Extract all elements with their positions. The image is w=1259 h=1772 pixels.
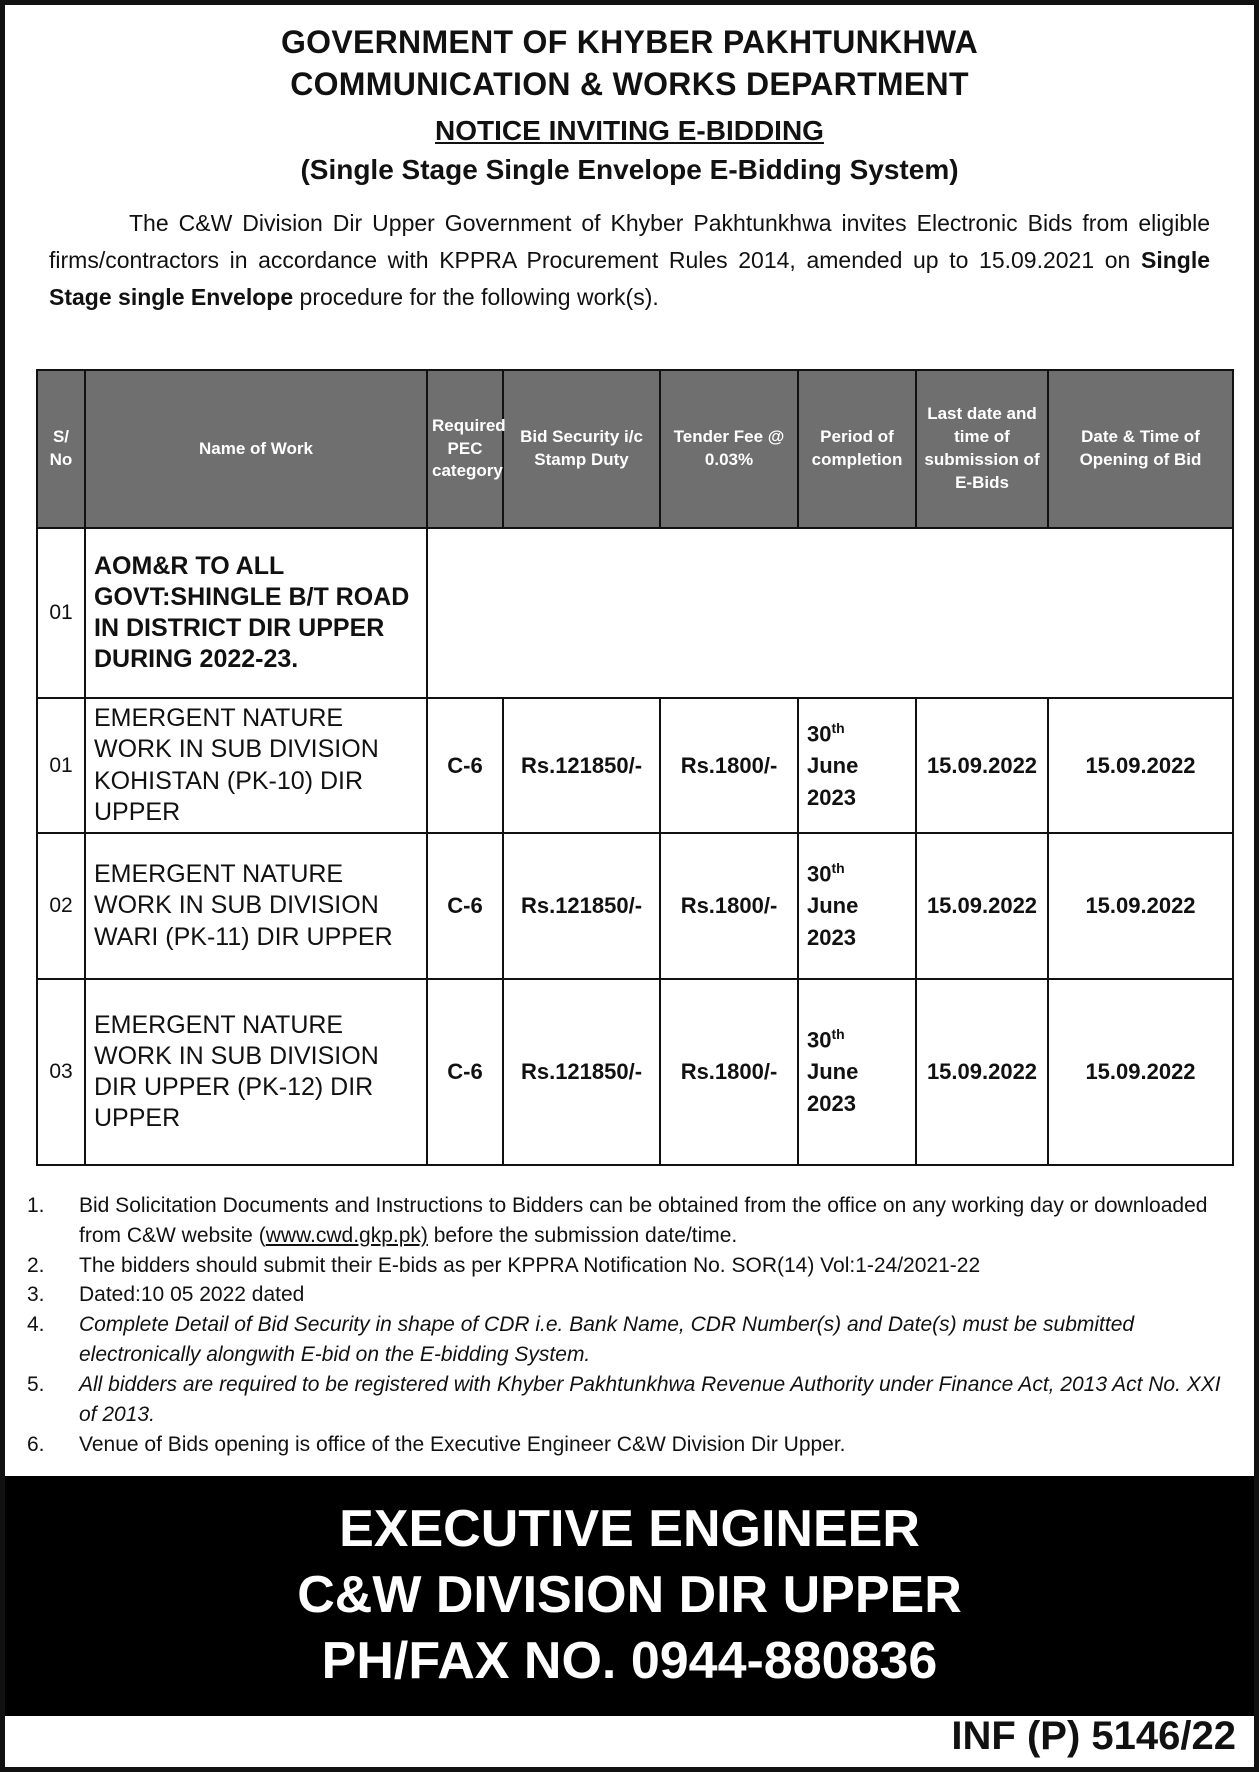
note-number: 5. xyxy=(27,1372,45,1396)
note-item xyxy=(21,1191,1241,1251)
row-pec: C-6 xyxy=(427,833,503,979)
note-text: Dated:10 05 2022 dated xyxy=(79,1283,305,1307)
note-item xyxy=(21,1370,1241,1430)
row-pec: C-6 xyxy=(427,979,503,1165)
note-number: 1. xyxy=(27,1194,45,1217)
note-text: Bid Solicitation Documents and Instructions to Bidders can be obtained from the office on any working day or downloaded from C&W website ( xyxy=(79,1194,1208,1247)
note-text: Venue of Bids opening is office of the Executive Engineer C&W Division Dir Upper. xyxy=(79,1432,846,1456)
notice-title: NOTICE INVITING E-BIDDING xyxy=(435,114,824,146)
bids-table xyxy=(36,369,1234,1166)
header-pec-category: Required PEC category xyxy=(427,370,503,528)
note-item xyxy=(21,1310,1241,1370)
row-no: 01 xyxy=(37,698,85,833)
header-sno: S/ No xyxy=(37,370,85,528)
row-tender-fee: Rs.1800/- xyxy=(660,979,798,1165)
row-tender-fee: Rs.1800/- xyxy=(660,833,798,979)
table-row xyxy=(37,979,1233,1165)
note-text: All bidders are required to be registered with Khyber Pakhtunkhwa Revenue Authority under Finance Act, 2013 Act No. XXI of 2013. xyxy=(79,1372,1221,1426)
header-tender-fee: Tender Fee @ 0.03% xyxy=(660,370,798,528)
intro-text-part1: The C&W Division Dir Upper Government of Khyber Pakhtunkhwa invites Electronic Bids from eligible firms/contractors in accordance with KPPRA Procurement Rules 2014, amended up to 15.09.2021 on xyxy=(49,209,1210,273)
row-last-date: 15.09.2022 xyxy=(916,979,1048,1165)
row-period: 30th June 2023 xyxy=(798,979,916,1165)
signatory-division: C&W DIVISION DIR UPPER xyxy=(297,1566,962,1625)
intro-text-bold: Single Stage single Envelope xyxy=(49,246,1210,310)
signatory-title: EXECUTIVE ENGINEER xyxy=(339,1500,920,1558)
row-name-of-work: EMERGENT NATURE WORK IN SUB DIVISION KOHISTAN (PK-10) DIR UPPER xyxy=(85,698,427,833)
row-bid-security: Rs.121850/- xyxy=(503,979,660,1165)
intro-paragraph xyxy=(49,205,1210,315)
note-number: 3. xyxy=(27,1283,45,1307)
header-opening-date: Date & Time of Opening of Bid xyxy=(1048,370,1233,528)
row-opening-date: 15.09.2022 xyxy=(1048,698,1233,833)
group-row-blank xyxy=(427,528,1233,698)
signatory-phone-fax: PH/FAX NO. 0944-880836 xyxy=(321,1632,938,1691)
row-no: 03 xyxy=(37,979,85,1165)
row-opening-date: 15.09.2022 xyxy=(1048,833,1233,979)
note-number: 4. xyxy=(27,1313,45,1337)
row-period: 30th June 2023 xyxy=(798,833,916,979)
table-row xyxy=(37,698,1233,833)
header-period: Period of completion xyxy=(798,370,916,528)
row-pec: C-6 xyxy=(427,698,503,833)
website-link[interactable]: www.cwd.gkp.pk) xyxy=(265,1223,428,1247)
note-item xyxy=(21,1430,1241,1460)
row-name-of-work: EMERGENT NATURE WORK IN SUB DIVISION WARI (PK-11) DIR UPPER xyxy=(85,833,427,979)
department-title: COMMUNICATION & WORKS DEPARTMENT xyxy=(290,66,969,103)
row-bid-security: Rs.121850/- xyxy=(503,833,660,979)
row-no: 02 xyxy=(37,833,85,979)
row-name-of-work: EMERGENT NATURE WORK IN SUB DIVISION DIR UPPER (PK-12) DIR UPPER xyxy=(85,979,427,1165)
note-text: before the submission date/time. xyxy=(427,1223,738,1247)
note-text: The bidders should submit their E-bids as per KPPRA Notification No. SOR(14) Vol:1-24/2021-22 xyxy=(79,1253,981,1277)
header-name-of-work: Name of Work xyxy=(85,370,427,528)
row-opening-date: 15.09.2022 xyxy=(1048,979,1233,1165)
row-last-date: 15.09.2022 xyxy=(916,833,1048,979)
government-title: GOVERNMENT OF KHYBER PAKHTUNKHWA xyxy=(280,24,978,60)
signature-block xyxy=(5,1476,1254,1716)
table-group-row xyxy=(37,528,1233,698)
note-item xyxy=(21,1280,1241,1310)
header-last-date: Last date and time of submission of E-Bids xyxy=(916,370,1048,528)
row-bid-security: Rs.121850/- xyxy=(503,698,660,833)
row-tender-fee: Rs.1800/- xyxy=(660,698,798,833)
group-row-no: 01 xyxy=(37,528,85,698)
header-bid-security: Bid Security i/c Stamp Duty xyxy=(503,370,660,528)
row-period: 30th June 2023 xyxy=(798,698,916,833)
note-number: 6. xyxy=(27,1432,45,1456)
note-text: Complete Detail of Bid Security in shape of CDR i.e. Bank Name, CDR Number(s) and Date(s) must be submitted electronically alongwith E-bid on the E-bidding System. xyxy=(79,1313,1135,1367)
intro-text-part2: procedure for the following work(s). xyxy=(293,283,659,310)
table-row xyxy=(37,833,1233,979)
notes-list xyxy=(21,1191,1241,1459)
inf-reference-number: INF (P) 5146/22 xyxy=(951,1714,1236,1758)
table-header-row xyxy=(37,370,1233,528)
note-number: 2. xyxy=(27,1253,45,1277)
note-item xyxy=(21,1251,1241,1281)
bidding-system-subtitle: (Single Stage Single Envelope E-Bidding System) xyxy=(300,154,959,186)
group-row-name: AOM&R TO ALL GOVT:SHINGLE B/T ROAD IN DISTRICT DIR UPPER DURING 2022-23. xyxy=(85,528,427,698)
row-last-date: 15.09.2022 xyxy=(916,698,1048,833)
